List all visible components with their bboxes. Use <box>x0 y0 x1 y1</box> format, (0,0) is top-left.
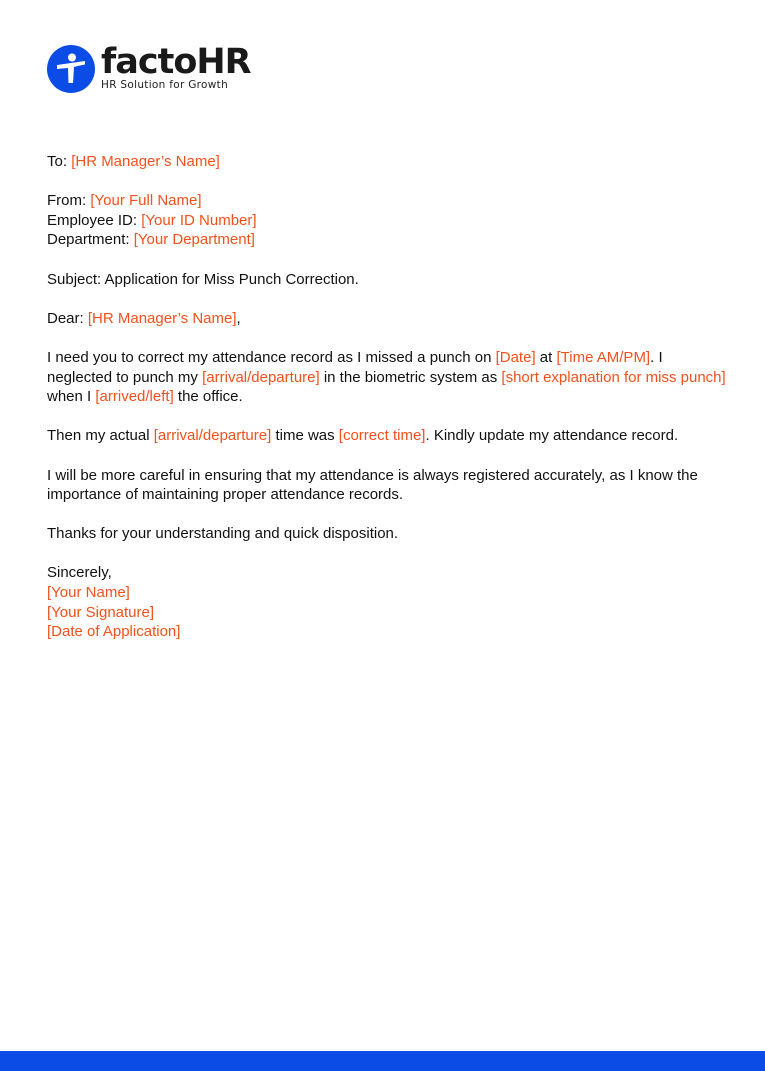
name-placeholder: [Your Name] <box>47 584 130 602</box>
paragraph-1 <box>47 348 727 407</box>
arrival-departure-placeholder: [arrival/departure] <box>202 368 320 386</box>
paragraph-text: time was <box>271 427 339 445</box>
department-label: Department: <box>47 231 130 249</box>
time-placeholder: [Time AM/PM] <box>556 348 651 366</box>
employee-id-label: Employee ID: <box>47 211 138 229</box>
employee-id-placeholder: [Your ID Number] <box>141 211 257 229</box>
department-placeholder: [Your Department] <box>133 231 255 249</box>
closing: Sincerely, <box>47 564 112 582</box>
brand-name: factoHR <box>101 41 251 82</box>
paragraph-text: . I neglected to punch my <box>47 348 663 386</box>
footer-bar <box>0 1051 765 1071</box>
paragraph-text: the office. <box>173 388 243 406</box>
to-label: To: <box>47 153 68 170</box>
subject-line: Subject: Application for Miss Punch Correction. <box>47 270 359 288</box>
paragraph-2 <box>47 426 727 446</box>
date-placeholder: [Date] <box>495 348 536 366</box>
logo-text <box>101 41 251 91</box>
letter-body <box>47 152 727 661</box>
greeting-label: Dear: <box>47 309 84 327</box>
greeting-line <box>47 309 727 329</box>
from-placeholder: [Your Full Name] <box>90 192 202 210</box>
paragraph-text: I need you to correct my attendance record as I missed a punch on <box>47 348 496 366</box>
paragraph-text: Then my actual <box>47 427 154 445</box>
to-placeholder: [HR Manager’s Name] <box>71 153 220 170</box>
application-date-placeholder: [Date of Application] <box>47 623 181 641</box>
explanation-placeholder: [short explanation for miss punch] <box>501 368 726 386</box>
signature-placeholder: [Your Signature] <box>47 603 155 621</box>
paragraph-3: I will be more careful in ensuring that my attendance is always registered accurately, as I know the importance of maintaining proper attendance records. <box>47 466 698 504</box>
greeting-end: , <box>236 309 241 327</box>
paragraph-4: Thanks for your understanding and quick disposition. <box>47 525 399 543</box>
sender-block <box>47 191 727 250</box>
arrival-departure-placeholder: [arrival/departure] <box>153 427 272 445</box>
signature-block <box>47 563 727 641</box>
brand-tagline: HR Solution for Growth <box>101 78 229 91</box>
paragraph-text: . Kindly update my attendance record. <box>425 427 679 445</box>
arrived-left-placeholder: [arrived/left] <box>95 388 174 406</box>
paragraph-text: at <box>535 348 557 366</box>
brand-logo <box>47 41 251 93</box>
greeting-placeholder: [HR Manager’s Name] <box>87 309 237 327</box>
person-figure-icon <box>47 45 95 93</box>
to-line <box>47 152 727 172</box>
paragraph-text: in the biometric system as <box>319 368 502 386</box>
correct-time-placeholder: [correct time] <box>338 427 426 445</box>
paragraph-text: when I <box>47 388 96 406</box>
from-label: From: <box>47 192 87 210</box>
